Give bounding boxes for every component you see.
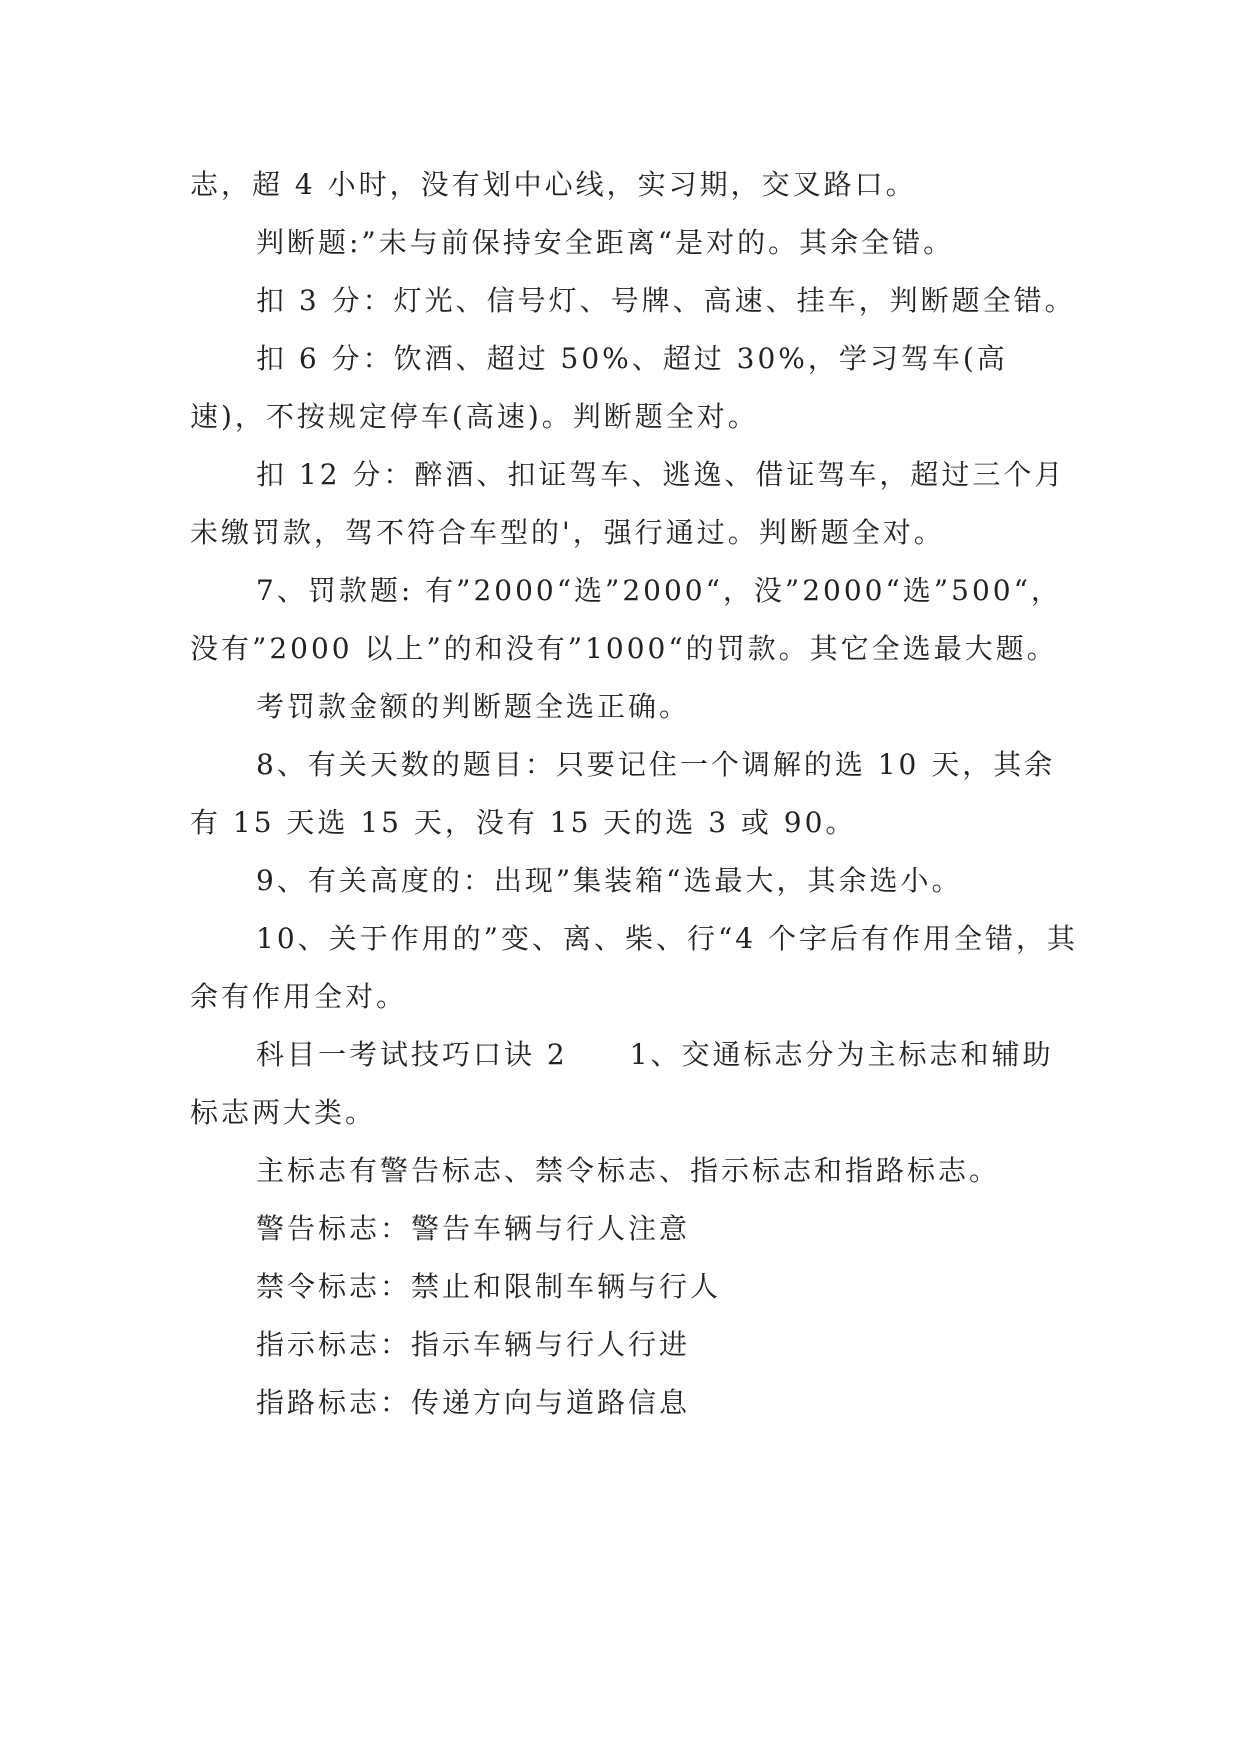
paragraph-deduct-3: 扣 3 分：灯光、信号灯、号牌、高速、挂车，判断题全错。 — [256, 284, 1076, 317]
paragraph-deduct-6: 扣 6 分：饮酒、超过 50%、超过 30%，学习驾车(高速)，不按规定停车(高速)。判断题全对。 — [190, 342, 1008, 433]
paragraph-prohibition-signs: 禁令标志：禁止和限制车辆与行人 — [256, 1270, 722, 1303]
paragraph-height: 9、有关高度的：出现”集装箱“选最大，其余选小。 — [256, 864, 963, 897]
paragraph-indication-signs: 指示标志：指示车辆与行人行进 — [256, 1328, 691, 1361]
paragraph-tips-2: 科目一考试技巧口诀 2 1、交通标志分为主标志和辅助标志两大类。 — [190, 1038, 1054, 1129]
paragraph-days: 8、有关天数的题目：只要记住一个调解的选 10 天，其余有 15 天选 15 天，没有 15 天的选 3 或 90。 — [190, 748, 1056, 839]
paragraph-deduct-12: 扣 12 分：醉酒、扣证驾车、逃逸、借证驾车，超过三个月未缴罚款，驾不符合车型的'，强行通过。判断题全对。 — [190, 458, 1066, 549]
paragraph-fine-questions: 7、罚款题: 有”2000“选”2000“，没”2000“选”500“，没有”2000 以上”的和没有”1000“的罚款。其它全选最大题。 — [190, 574, 1062, 665]
paragraph-function: 10、关于作用的”变、离、柴、行“4 个字后有作用全错，其余有作用全对。 — [190, 922, 1078, 1013]
paragraph-continuation: 志，超 4 小时，没有划中心线，实习期，交叉路口。 — [190, 168, 917, 201]
document-body — [190, 156, 1081, 1432]
paragraph-fine-amount: 考罚款金额的判断题全选正确。 — [256, 690, 691, 723]
paragraph-guide-signs: 指路标志：传递方向与道路信息 — [256, 1386, 691, 1419]
paragraph-main-signs: 主标志有警告标志、禁令标志、指示标志和指路标志。 — [256, 1154, 1001, 1187]
paragraph-judgment-rule: 判断题:”未与前保持安全距离“是对的。其余全错。 — [256, 226, 955, 259]
paragraph-warning-signs: 警告标志：警告车辆与行人注意 — [256, 1212, 691, 1245]
